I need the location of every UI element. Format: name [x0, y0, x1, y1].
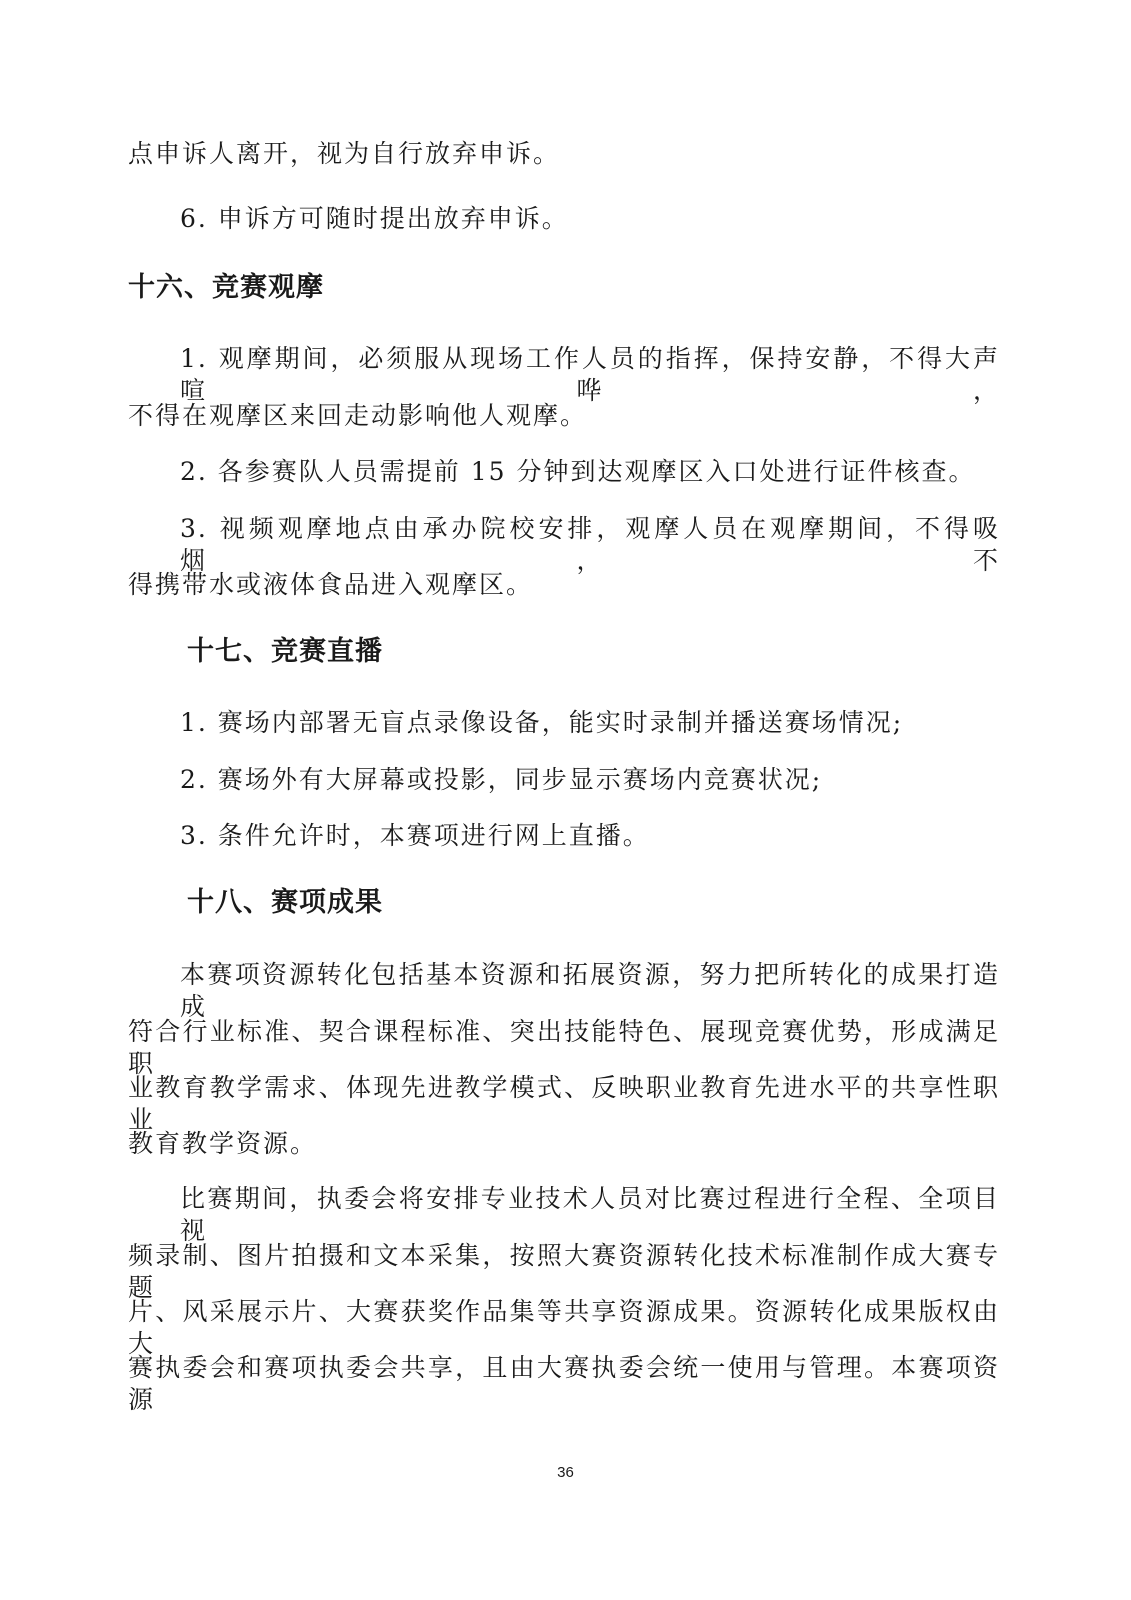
- section-heading: 十八、赛项成果: [187, 887, 383, 918]
- paragraph-line: 业教育教学需求、体现先进教学模式、反映职业教育先进水平的共享性职业: [128, 1073, 1000, 1134]
- paragraph-line: 片、风采展示片、大赛获奖作品集等共享资源成果。资源转化成果版权由大: [128, 1297, 1000, 1358]
- list-item: 6. 申诉方可随时提出放弃申诉。: [180, 204, 569, 233]
- list-item: 1. 观摩期间，必须服从现场工作人员的指挥，保持安静，不得大声喧哗，: [180, 344, 1000, 405]
- list-item: 2. 各参赛队人员需提前 15 分钟到达观摩区入口处进行证件核查。: [180, 457, 976, 486]
- list-item: 2. 赛场外有大屏幕或投影，同步显示赛场内竞赛状况;: [180, 765, 823, 794]
- paragraph-line: 得携带水或液体食品进入观摩区。: [128, 570, 534, 599]
- paragraph-line: 频录制、图片拍摄和文本采集，按照大赛资源转化技术标准制作成大赛专题: [128, 1241, 1000, 1302]
- section-heading: 十七、竞赛直播: [187, 636, 383, 667]
- paragraph-line: 比赛期间，执委会将安排专业技术人员对比赛过程进行全程、全项目视: [180, 1184, 1000, 1245]
- paragraph-line: 点申诉人离开，视为自行放弃申诉。: [128, 139, 561, 168]
- page-number: 36: [557, 1464, 574, 1481]
- paragraph-line: 符合行业标准、契合课程标准、突出技能特色、展现竞赛优势，形成满足职: [128, 1017, 1000, 1078]
- list-item: 3. 条件允许时，本赛项进行网上直播。: [180, 821, 650, 850]
- paragraph-line: 教育教学资源。: [128, 1129, 318, 1158]
- paragraph-line: 本赛项资源转化包括基本资源和拓展资源，努力把所转化的成果打造成: [180, 960, 1000, 1021]
- paragraph-line: 不得在观摩区来回走动影响他人观摩。: [128, 401, 588, 430]
- paragraph-line: 赛执委会和赛项执委会共享，且由大赛执委会统一使用与管理。本赛项资源: [128, 1353, 1000, 1414]
- section-heading: 十六、竞赛观摩: [128, 272, 324, 303]
- list-item: 3. 视频观摩地点由承办院校安排，观摩人员在观摩期间，不得吸烟，不: [180, 514, 1000, 575]
- list-item: 1. 赛场内部署无盲点录像设备，能实时录制并播送赛场情况;: [180, 708, 904, 737]
